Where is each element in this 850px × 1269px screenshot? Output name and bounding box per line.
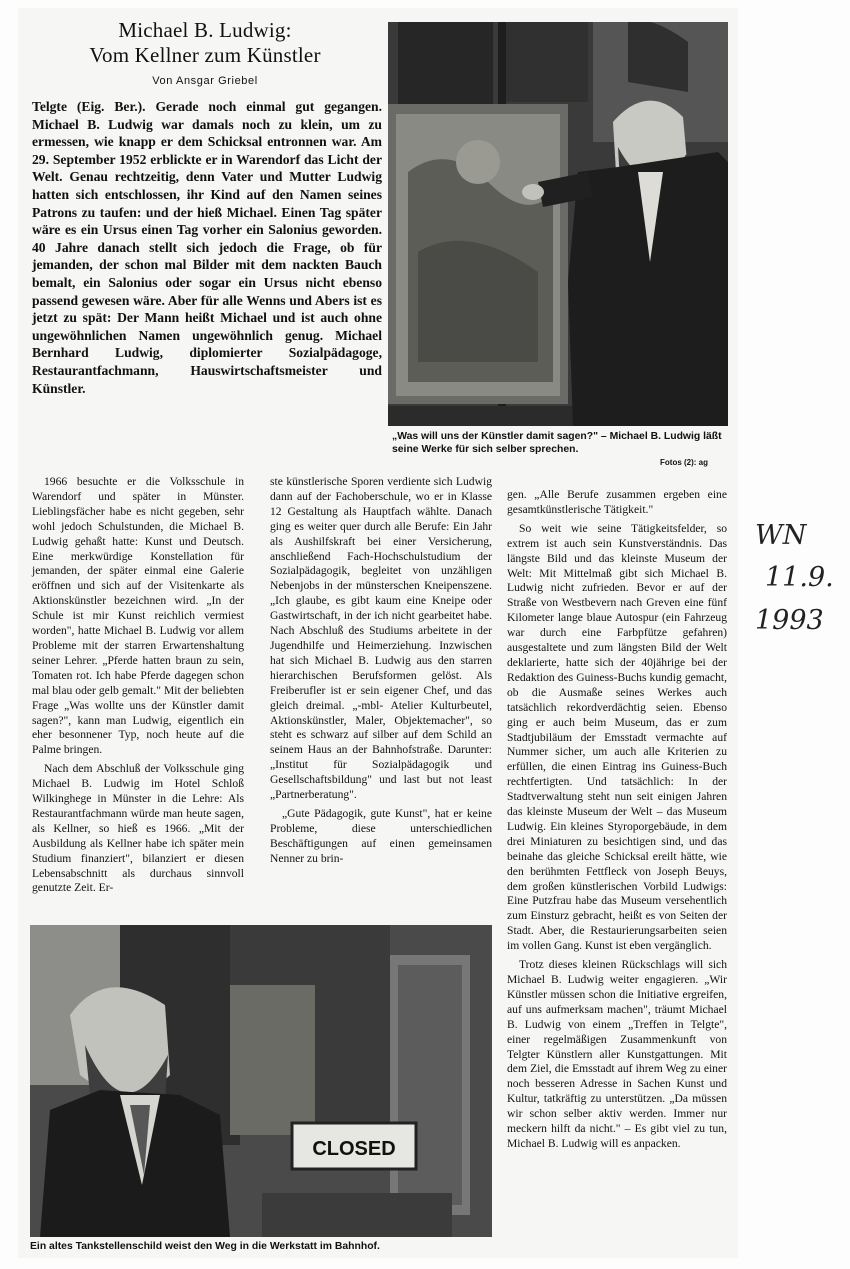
handwritten-note-line-2: 11.9. bbox=[765, 562, 834, 593]
column-1-paragraph-1: 1966 besuchte er die Volksschule in Warendorf und später in Münster. Lieblingsfächer habe es nicht gegeben, sehr wohl jedoch Schulstunden, die Michael B. Ludwig gehaßt hatte: Kunst und Deutsch. Eine merkwürdige Konstellation für jemanden, der später einmal eine Galerie eröffnen und sich auf der Visitenkarte als Aktionskünstler bezeichnen wird. „In der Schule ist mir Kunst reichlich vermiest worden", hatte Michael B. Ludwig vor allem Probleme mit der starren Erwartenshaltung seiner Lehrer. „Pferde hatten braun zu sein, Tomaten rot. Ich habe Pferde dagegen schon mal blau oder gelb gemalt." Mit der beliebten Frage „Was wollte uns der Künstler damit sagen?", kann man Ludwig, eigentlich ein eher besonnener Typ, noch heute auf die Palme bringen. bbox=[32, 475, 244, 757]
photo-artist-with-painting bbox=[388, 22, 728, 426]
article-column-1 bbox=[32, 475, 244, 900]
column-3-paragraph-2: So weit wie seine Tätigkeitsfelder, so extrem ist auch sein Kunstverständnis. Das längste Bild und das kleinste Museum der Welt: Mit Mittelmaß gibt sich Michael B. Ludwig nicht zufrieden. Bevor er auf der Straße von Westbevern nach Greven eine fünf Kilometer lange blaue Autospur (ein Fahrzeug war durch eine Farbpfütze gefahren) ausgestaltete und zum längsten Bild der Welt deklarierte, hatte sich der 40jährige bei der Redaktion des Guiness-Buchs kundig gemacht, ob die Ausmaße seines Werkes auch tatsächlich rekordverdächtig seien. Ebenso ging er auch beim Museum, das er zum Stadtjubiläum der Emsstadt vermachte auf Nummer sicher, um auch alle Kriterien zu erfüllen, die einen Eintrag ins Guiness-Buch rechtfertigten. Und tatsächlich: In der Stadtverwaltung steht nun seit einigen Jahren das kleinste Museum der Welt – das Museum Ludwig. Ein kleines Styroporgebäude, in dem drei Miniaturen zu besichtigen sind, und das beinahe das gleiche Schicksal ereilt hätte, wie den berühmten Fettfleck von Joseph Beuys, dem großen künstlerischen Vorbild Ludwigs: Eine Putzfrau habe das Museum versehentlich zum Einsturz gebracht, heißt es von Seiten der Stadt. Aber, die Restaurierungsarbeiten seien im vollen Gang. Kunst ist eben vergänglich. bbox=[507, 521, 727, 953]
handwritten-note-line-3: 1993 bbox=[755, 605, 824, 636]
caption-bottom-photo: Ein altes Tankstellenschild weist den Weg in die Werkstatt im Bahnhof. bbox=[30, 1241, 380, 1252]
headline-line-1: Michael B. Ludwig: bbox=[118, 18, 292, 42]
photo-artist-closed-sign-image bbox=[30, 925, 492, 1237]
caption-top-photo: „Was will uns der Künstler damit sagen?" – Michael B. Ludwig läßt seine Werke für sich selber sprechen. bbox=[392, 431, 722, 455]
column-1-paragraph-2: Nach dem Abschluß der Volksschule ging Michael B. Ludwig im Hotel Schloß Wilkinghege in Münster in die Lehre: Als Restaurantfachmann würde man heute sagen, als Kellner, so hieß es 1966. „Mit der Ausbildung als Kellner habe ich später mein Studium finanziert", bilanziert er diesen Lebensabschnitt als durchaus sinnvoll genutzte Zeit. Er- bbox=[32, 762, 244, 895]
photo-artist-closed-sign bbox=[30, 925, 492, 1237]
column-3-paragraph-1: gen. „Alle Berufe zusammen ergeben eine gesamtkünstlerische Tätigkeit." bbox=[507, 488, 727, 516]
article-column-3 bbox=[507, 488, 727, 1156]
column-2-paragraph-2: „Gute Pädagogik, gute Kunst", hat er keine Probleme, diese unterschiedlichen Beschäftigungen auf einen gemeinsamen Nenner zu brin- bbox=[270, 806, 492, 865]
closed-sign-text: CLOSED bbox=[312, 1138, 396, 1160]
column-3-paragraph-3: Trotz dieses kleinen Rückschlags will sich Michael B. Ludwig weiter engagieren. „Wir Künstler müssen schon die Initiative ergreifen, auf uns aufmerksam machen", träumt Michael B. Ludwig von einem „Treffen in Telgte", einer regelmäßigen Zusammenkunft von Telgter Künstlern aller Kunstgattungen. Mit dem Ziel, die Emsstadt auf ihrem Weg zu einer noch besseren Adresse in Sachen Kunst und Kultur, tatkräftig zu unterstützen. „Da müssen wir schon selber aktiv werden. Immer nur meckern hilft da nicht." – Es gibt viel zu tun, Michael B. Ludwig will es anpacken. bbox=[507, 958, 727, 1150]
article-headline bbox=[30, 18, 380, 68]
byline: Von Ansgar Griebel bbox=[152, 75, 258, 87]
handwritten-note-line-1: WN bbox=[755, 520, 807, 551]
article-column-2 bbox=[270, 475, 492, 871]
photo-credit: Fotos (2): ag bbox=[660, 458, 708, 467]
photo-artist-with-painting-image bbox=[388, 22, 728, 426]
headline-line-2: Vom Kellner zum Künstler bbox=[89, 43, 321, 67]
lead-paragraph: Telgte (Eig. Ber.). Gerade noch einmal gut gegangen. Michael B. Ludwig war damals noch zu klein, um zu ermessen, wie knapp er dem Schicksal entronnen war. Am 29. September 1952 erblickte er in Warendorf das Licht der Welt. Genau rechtzeitig, denn Vater und Mutter Ludwig hatten sich entschlossen, ihr Kind auf den Namen seines Patrons zu taufen: und der hieß Michael. Einen Tag später wäre es ein Ursus einen Tag vorher ein Salonius geworden. 40 Jahre danach stellt sich jedoch die Frage, ob für jemanden, der schon mal Bilder mit dem nackten Bauch bemalt, ein Salonius oder sogar ein Ursus nicht ebenso passend gewesen wäre. Aber für alle Wenns und Abers ist es jetzt zu spät: Der Mann heißt Michael und ist auch ohne ungewöhnlichen Namen ungewöhnlich genug. Michael Bernhard Ludwig, diplomierter Sozialpädagoge, Restaurantfachmann, Hauswirtschaftsmeister und Künstler. bbox=[32, 99, 382, 396]
column-2-paragraph-1: ste künstlerische Sporen verdiente sich Ludwig dann auf der Fachoberschule, wo er in Klasse 12 Gestaltung als Hauptfach wählte. Danach ging es weiter quer durch alle Berufe: Ein Jahr als Aushilfskraft bei einer Versicherung, anschließend Fach-Hochschulstudium der Sozialpädagogik, begleitet von unzähligen Nebenjobs in der münsterschen Kneipenszene. „Ich glaube, es gibt kaum eine Kneipe oder Gastwirtschaft, in der ich nicht gearbeitet habe. Nach Abschluß des Studiums arbeitete in der Jugendhilfe und Heimerziehung. Inzwischen hat sich Michael B. Ludwig aus den starren hierarchischen Berufsformen gelöst. Als Freiberufler ist er sein eigener Chef, und das gleich dreimal. „-mbl- Atelier Kulturbeutel, Aktionskünstler, Maler, Objektemacher", so steht es schwarz auf silber auf dem Schild an seinem Haus an der Bahnhofstraße. Darunter: „Institut für Sozialpädagogik und Gesellschaftsbildung" und last but not least „Partnerberatung". bbox=[270, 475, 492, 802]
